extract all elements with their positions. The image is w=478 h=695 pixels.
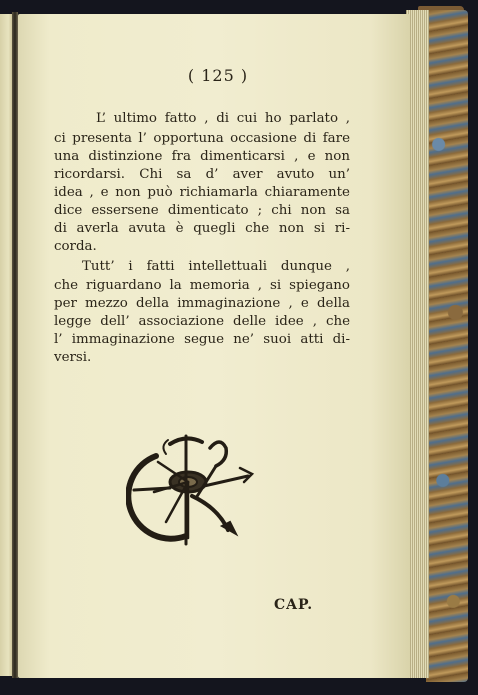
marbled-cover xyxy=(426,10,468,682)
catchword: CAP. xyxy=(274,597,314,613)
text-line: L’ ultimo fatto , di cui ho parlato , xyxy=(96,111,350,126)
text-line: legge dell’ associazione delle idee , che xyxy=(54,314,350,329)
text-line: l’ immaginazione segue ne’ suoi atti di- xyxy=(54,332,350,347)
text-line: una distinzione fra dimenticarsi , e non xyxy=(54,149,350,164)
text-line: versi. xyxy=(54,350,92,365)
book-page xyxy=(18,14,410,678)
text-line: ricordarsi. Chi sa d’ aver avuto un’ xyxy=(54,167,350,182)
text-line: Tutt’ i fatti intellettuali dunque , xyxy=(82,259,350,274)
text-line: dice essersene dimenticato ; chi non sa xyxy=(54,203,350,218)
text-line: corda. xyxy=(54,239,97,254)
text-line: che riguardano la memoria , si spiegano xyxy=(54,278,350,293)
page-number: ( 125 ) xyxy=(187,66,249,85)
text-line: per mezzo della immaginazione , e della xyxy=(54,296,350,311)
text-line: di averla avuta è quegli che non si ri- xyxy=(54,221,350,236)
text-line: idea , e non può richiamarla chiaramente xyxy=(54,185,350,200)
tools-wheel-ornament-icon xyxy=(126,426,258,548)
text-line: ci presenta l’ opportuna occasione di fare xyxy=(54,131,350,146)
